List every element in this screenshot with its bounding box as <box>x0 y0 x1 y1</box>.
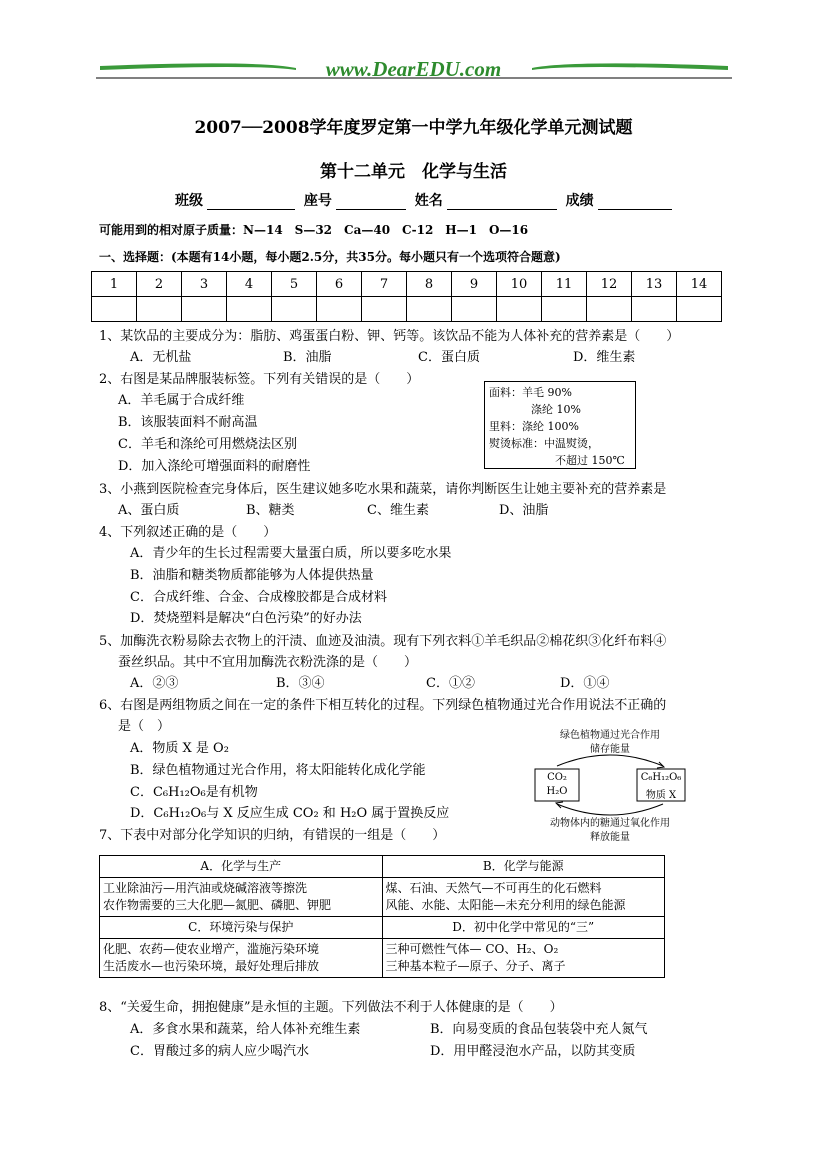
table-cell-b-body <box>382 878 665 917</box>
answer-number-11: 11 <box>542 272 587 297</box>
q8-option-d: D．用甲醛浸泡水产品，以防其变质 <box>430 1044 636 1059</box>
table-cell-d-head: D．初中化学中常见的“三” <box>382 917 665 939</box>
answer-cell-2[interactable] <box>137 297 182 322</box>
q6-option-a: A．物质 X 是 O₂ <box>130 741 229 756</box>
answer-cell-8[interactable] <box>407 297 452 322</box>
answer-number-6: 6 <box>317 272 362 297</box>
q5-stem-2: 蚕丝织品。其中不宜用加酶洗衣粉洗涤的是（ ） <box>118 655 418 670</box>
q7-stem: 7、下表中对部分化学知识的归纳，有错误的一组是（ ） <box>99 828 446 843</box>
q8-stem: 8、“关爱生命，拥抱健康”是永恒的主题。下列做法不利于人体健康的是（ ） <box>99 1000 563 1015</box>
answer-number-14: 14 <box>677 272 722 297</box>
label-line-2: 涤纶 10% <box>531 403 581 416</box>
q8-option-b: B．向易变质的食品包装袋中充人氮气 <box>430 1022 648 1037</box>
q4-option-c: C．合成纤维、合金、合成橡胶都是合成材料 <box>130 590 387 605</box>
answer-number-12: 12 <box>587 272 632 297</box>
answer-number-5: 5 <box>272 272 317 297</box>
answer-cell-1[interactable] <box>92 297 137 322</box>
q3-option-c: C、维生素 <box>367 503 429 518</box>
answer-cell-14[interactable] <box>677 297 722 322</box>
a-line-1: 工业除油污—用汽油或烧碱溶液等擦洗 <box>103 881 308 895</box>
diagram-right-2: 物质 X <box>645 790 677 801</box>
student-info-line <box>175 190 676 210</box>
class-blank[interactable] <box>207 195 295 210</box>
q2-option-b: B．该服装面料不耐高温 <box>118 415 258 430</box>
table-cell-c-head: C．环境污染与保护 <box>100 917 383 939</box>
c-line-2: 生活废水—也污染环境，最好处理后排放 <box>103 959 320 973</box>
answer-cell-12[interactable] <box>587 297 632 322</box>
q2-option-c: C．羊毛和涤纶可用燃烧法区别 <box>118 437 297 452</box>
table-cell-a-body <box>100 878 383 917</box>
unit-subtitle: 第十二单元 化学与生活 <box>320 162 507 182</box>
label-line-3: 里料：涤纶 100% <box>489 420 579 433</box>
q3-option-a: A、蛋白质 <box>118 503 180 518</box>
answer-cell-5[interactable] <box>272 297 317 322</box>
q6-stem-1: 6、右图是两组物质之间在一定的条件下相互转化的过程。下列绿色植物通过光合作用说法不正确的 <box>99 698 667 713</box>
exam-title: 2007──2008学年度罗定第一中学九年级化学单元测试题 <box>194 118 633 138</box>
answer-cell-4[interactable] <box>227 297 272 322</box>
answer-number-13: 13 <box>632 272 677 297</box>
b-line-1: 煤、石油、天然气—不可再生的化石燃料 <box>385 881 602 895</box>
q2-option-a: A．羊毛属于合成纤维 <box>118 393 245 408</box>
answer-number-7: 7 <box>362 272 407 297</box>
q3-stem: 3、小燕到医院检查完身体后，医生建议她多吃水果和蔬菜，请你判断医生让她主要补充的营养素是 <box>99 482 667 497</box>
q6-stem-2: 是（ ） <box>118 719 171 734</box>
knowledge-table <box>99 855 665 978</box>
answer-number-2: 2 <box>137 272 182 297</box>
answer-cell-9[interactable] <box>452 297 497 322</box>
q1-option-b: B．油脂 <box>283 350 332 365</box>
table-cell-d-body <box>382 939 665 978</box>
diagram-top-2: 储存能量 <box>590 744 630 755</box>
answer-cell-13[interactable] <box>632 297 677 322</box>
answer-cell-7[interactable] <box>362 297 407 322</box>
score-blank[interactable] <box>598 195 672 210</box>
answer-cell-6[interactable] <box>317 297 362 322</box>
section-heading: 一、选择题：(本题有14小题，每小题2.5分，共35分。每小题只有一个选项符合题意) <box>99 250 561 264</box>
diagram-left-1: CO₂ <box>547 772 567 783</box>
answer-number-10: 10 <box>497 272 542 297</box>
label-line-1: 面料：羊毛 90% <box>489 386 572 399</box>
diagram-right-1: C₆H₁₂O₆ <box>640 772 682 783</box>
b-line-2: 风能、水能、太阳能—未充分利用的绿色能源 <box>385 898 626 912</box>
label-line-4: 熨烫标准：中温熨烫， <box>489 437 599 450</box>
table-cell-c-body <box>100 939 383 978</box>
answer-number-4: 4 <box>227 272 272 297</box>
q8-option-a: A．多食水果和蔬菜，给人体补充维生素 <box>130 1022 361 1037</box>
q4-option-b: B．油脂和糖类物质都能够为人体提供热量 <box>130 568 374 583</box>
q3-option-b: B、糖类 <box>246 503 295 518</box>
q5-option-a: A．②③ <box>130 676 179 691</box>
q4-stem: 4、下列叙述正确的是（ ） <box>99 525 277 540</box>
answer-cell-11[interactable] <box>542 297 587 322</box>
q1-option-c: C．蛋白质 <box>418 350 480 365</box>
q5-option-d: D．①④ <box>560 676 610 691</box>
q4-option-a: A．青少年的生长过程需要大量蛋白质，所以要多吃水果 <box>130 546 452 561</box>
q5-option-b: B．③④ <box>276 676 325 691</box>
d-line-1: 三种可燃性气体— CO、H₂、O₂ <box>385 942 559 956</box>
answer-cell-3[interactable] <box>182 297 227 322</box>
q6-option-d: D．C₆H₁₂O₆与 X 反应生成 CO₂ 和 H₂O 属于置换反应 <box>130 806 450 821</box>
name-blank[interactable] <box>447 195 557 210</box>
score-label: 成绩 <box>565 193 594 209</box>
atomic-masses: 可能用到的相对原子质量：N—14 S—32 Ca—40 C-12 H—1 O—16 <box>99 223 529 237</box>
q1-option-a: A．无机盐 <box>130 350 192 365</box>
diagram-bottom-1: 动物体内的糖通过氧化作用 <box>550 818 670 829</box>
photosynthesis-diagram <box>527 726 693 844</box>
q2-stem: 2、右图是某品牌服装标签。下列有关错误的是（ ） <box>99 372 420 387</box>
q3-option-d: D、油脂 <box>499 503 549 518</box>
diagram-left-2: H₂O <box>546 786 568 797</box>
name-label: 姓名 <box>414 193 443 209</box>
seat-blank[interactable] <box>336 195 406 210</box>
c-line-1: 化肥、农药—使农业增产，滥施污染环境 <box>103 942 320 956</box>
answer-number-3: 3 <box>182 272 227 297</box>
label-line-5: 不超过 150℃ <box>555 454 625 467</box>
class-label: 班级 <box>175 193 203 209</box>
q5-option-c: C．①② <box>426 676 475 691</box>
q8-option-c: C．胃酸过多的病人应少喝汽水 <box>130 1044 309 1059</box>
a-line-2: 农作物需要的三大化肥—氮肥、磷肥、钾肥 <box>103 898 332 912</box>
answer-number-1: 1 <box>92 272 137 297</box>
q6-option-c: C．C₆H₁₂O₆是有机物 <box>130 785 258 800</box>
q1-stem: 1、某饮品的主要成分为：脂肪、鸡蛋蛋白粉、钾、钙等。该饮品不能为人体补充的营养素是（ ） <box>99 329 680 344</box>
answer-number-8: 8 <box>407 272 452 297</box>
diagram-top-1: 绿色植物通过光合作用 <box>560 730 660 741</box>
q2-option-d: D．加入涤纶可增强面料的耐磨性 <box>118 459 311 474</box>
clothing-label-figure <box>484 381 636 469</box>
answer-number-9: 9 <box>452 272 497 297</box>
diagram-bottom-2: 释放能量 <box>590 832 630 843</box>
answer-cell-10[interactable] <box>497 297 542 322</box>
table-cell-b-head: B．化学与能源 <box>382 856 665 878</box>
q1-option-d: D．维生素 <box>573 350 636 365</box>
q6-option-b: B．绿色植物通过光合作用，将太阳能转化成化学能 <box>130 763 426 778</box>
table-cell-a-head: A．化学与生产 <box>100 856 383 878</box>
q4-option-d: D．焚烧塑料是解决“白色污染”的好办法 <box>130 611 362 626</box>
seat-label: 座号 <box>303 193 332 209</box>
answer-table <box>91 271 722 322</box>
q5-stem-1: 5、加酶洗衣粉易除去衣物上的汗渍、血迹及油渍。现有下列衣料①羊毛织品②棉花织③化纤布料④ <box>99 634 667 649</box>
d-line-2: 三种基本粒子—原子、分子、离子 <box>385 959 566 973</box>
site-banner: www.DearEDU.com <box>325 57 502 81</box>
